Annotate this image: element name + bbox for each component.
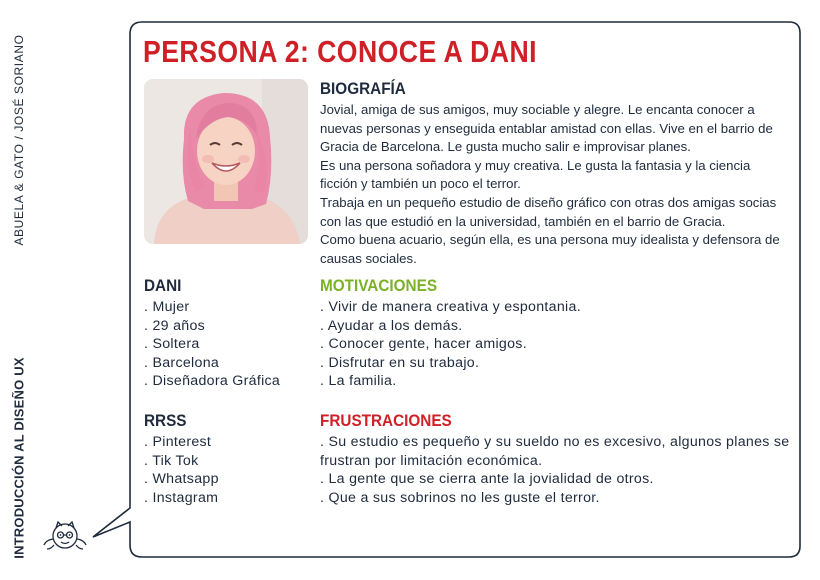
list-item: . Pinterest bbox=[144, 434, 212, 450]
list-item: . Vivir de manera creativa y espontania. bbox=[320, 299, 581, 315]
dani-details-list bbox=[144, 298, 280, 391]
list-item: . Barcelona bbox=[144, 354, 220, 371]
list-item: . Mujer bbox=[144, 299, 190, 315]
list-item: . Soltera bbox=[144, 336, 200, 352]
motivaciones-list bbox=[320, 298, 581, 391]
author-credit bbox=[4, 20, 34, 260]
list-item: . La familia. bbox=[320, 373, 397, 389]
list-item: . 29 años bbox=[144, 317, 206, 334]
course-title-text: INTRODUCCIÓN AL DISEÑO UX bbox=[11, 356, 27, 559]
list-item: . Su estudio es pequeño y su sueldo no es excesivo, algunos planes se frustran por limitación económica. bbox=[320, 434, 790, 469]
dani-heading: DANI bbox=[144, 276, 182, 295]
biografia-paragraph: Como buena acuario, según ella, es una persona muy idealista y defensora de causas sociales. bbox=[320, 232, 780, 266]
list-item: . Disfrutar en su trabajo. bbox=[320, 354, 480, 371]
list-item: . Ayudar a los demás. bbox=[320, 317, 463, 334]
list-item: . La gente que se cierra ante la jovialidad de otros. bbox=[320, 471, 654, 487]
biografia-paragraph: Es una persona soñadora y muy creativa. Le gusta la fantasia y la ciencia ficción y también un poco el terror. bbox=[320, 157, 751, 192]
list-item: . Instagram bbox=[144, 489, 219, 506]
rrss-list bbox=[144, 433, 219, 507]
author-credit-text: ABUELA & GATO / JOSÉ SORIANO bbox=[12, 34, 26, 246]
biografia-heading: BIOGRAFÍA bbox=[320, 79, 406, 98]
motivaciones-heading: MOTIVACIONES bbox=[320, 276, 438, 295]
biografia-text bbox=[320, 101, 790, 268]
list-item: . Tik Tok bbox=[144, 452, 199, 469]
biografia-paragraph: Trabaja en un pequeño estudio de diseño gráfico con otras dos amigas socias con las que estudió en la universidad, también en el barrio de Gracia. bbox=[320, 194, 777, 229]
list-item: . Diseñadora Gráfica bbox=[144, 373, 281, 389]
course-title bbox=[4, 350, 34, 565]
persona-portrait bbox=[144, 79, 308, 244]
list-item: . Whatsapp bbox=[144, 471, 219, 487]
rrss-heading: RRSS bbox=[144, 411, 187, 430]
frustraciones-list bbox=[320, 433, 790, 507]
list-item: . Que a sus sobrinos no les guste el terror. bbox=[320, 489, 600, 506]
page-title: PERSONA 2: CONOCE A DANI bbox=[143, 34, 537, 69]
grandma-cat-logo-icon bbox=[42, 518, 88, 552]
frustraciones-heading: FRUSTRACIONES bbox=[320, 411, 452, 430]
list-item: . Conocer gente, hacer amigos. bbox=[320, 336, 527, 352]
biografia-paragraph: Jovial, amiga de sus amigos, muy sociable y alegre. Le encanta conocer a nuevas personas y enseguida entablar amistad con ellas. Vive en el barrio de Gracia de Barcelona. Le gusta mucho salir e improvisar planes. bbox=[320, 102, 773, 155]
